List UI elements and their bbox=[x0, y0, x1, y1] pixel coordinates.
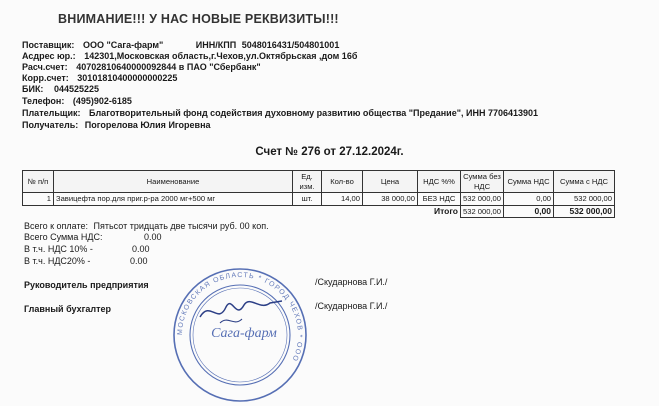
col-header-qty: Кол-во bbox=[322, 171, 363, 193]
payer-value: Благотворительный фонд содействия духовному развитию общества "Предание", ИНН 7706413901 bbox=[89, 108, 539, 118]
payer-label: Плательщик: bbox=[22, 108, 81, 118]
stamp-ring-text: МОСКОВСКАЯ ОБЛАСТЬ * ГОРОД ЧЕХОВ * ООО bbox=[176, 271, 304, 363]
address-value: 142301,Московская область,г.Чехов,ул.Октябрьская ,дом 16б bbox=[84, 51, 358, 61]
cell-price: 38 000,00 bbox=[363, 193, 418, 206]
phone-line bbox=[22, 96, 132, 107]
signature-scribble bbox=[200, 301, 282, 317]
address-label: Асдрес юр.: bbox=[22, 51, 76, 61]
total-vat-sum: 0,00 bbox=[504, 205, 554, 218]
cell-index: 1 bbox=[23, 193, 54, 206]
corr-account-line bbox=[22, 73, 177, 84]
cell-unit: шт. bbox=[293, 193, 322, 206]
col-header-unit: Ед. изм. bbox=[293, 171, 322, 193]
cell-vat-sum: 0,00 bbox=[504, 193, 554, 206]
corr-account-label: Корр.счет: bbox=[22, 73, 69, 83]
total-label: Итого bbox=[434, 205, 458, 216]
vat-total-line bbox=[24, 232, 162, 243]
vat20-line bbox=[24, 256, 148, 267]
recipient-line bbox=[22, 120, 211, 131]
requisites-change-notice: ВНИМАНИЕ!!! У НАС НОВЫЕ РЕКВИЗИТЫ!!! bbox=[58, 12, 339, 26]
items-table bbox=[22, 170, 615, 218]
table-header-row bbox=[23, 171, 615, 193]
to-pay-label: Всего к оплате: bbox=[24, 221, 89, 231]
accountant-label: Главный бухгалтер bbox=[24, 304, 112, 314]
table-row bbox=[23, 193, 615, 206]
corr-account-value: 30101810400000000225 bbox=[77, 73, 178, 83]
vat-total-label: Всего Сумма НДС: bbox=[24, 232, 103, 242]
col-header-vat-sum: Сумма НДС bbox=[504, 171, 554, 193]
col-header-sum-no-vat: Сумма без НДС bbox=[461, 171, 504, 193]
col-header-vat-rate: НДС %% bbox=[418, 171, 461, 193]
col-header-sum-with-vat: Сумма с НДС bbox=[554, 171, 615, 193]
supplier-label: Поставщик: bbox=[22, 40, 75, 50]
total-sum-with-vat: 532 000,00 bbox=[554, 205, 615, 218]
to-pay-line bbox=[24, 221, 269, 232]
inn-label: ИНН/КПП bbox=[195, 40, 237, 50]
to-pay-value: Пятьсот тридцать две тысячи руб. 00 коп. bbox=[93, 221, 269, 231]
cell-vat-rate: БЕЗ НДС bbox=[418, 193, 461, 206]
col-header-name: Наименование bbox=[54, 171, 293, 193]
company-stamp bbox=[170, 265, 310, 405]
inn-value: 5048016431/504801001 bbox=[241, 40, 340, 50]
director-name: /Скударнова Г.И./ bbox=[315, 277, 388, 287]
supplier-line bbox=[22, 40, 339, 51]
bik-label: БИК: bbox=[22, 84, 44, 94]
vat20-value: 0.00 bbox=[130, 256, 148, 266]
bik-line bbox=[22, 84, 99, 95]
cell-sum-no-vat: 532 000,00 bbox=[461, 193, 504, 206]
bik-value: 044525225 bbox=[53, 84, 100, 94]
cell-sum-with-vat: 532 000,00 bbox=[554, 193, 615, 206]
col-header-price: Цена bbox=[363, 171, 418, 193]
cell-product-name: Завицефта пор.для приг.р-ра 2000 мг+500 мг bbox=[54, 193, 293, 206]
vat10-value: 0.00 bbox=[132, 244, 150, 254]
stamp-center-text: Сага-фарм bbox=[211, 326, 277, 341]
col-header-index: № п/п bbox=[23, 171, 54, 193]
account-value: 40702810640000092844 в ПАО "Сбербанк" bbox=[76, 62, 261, 72]
recipient-label: Получатель: bbox=[22, 120, 79, 130]
total-sum-no-vat: 532 000,00 bbox=[461, 205, 504, 218]
accountant-name: /Скударнова Г.И./ bbox=[315, 301, 388, 311]
vat10-label: В т.ч. НДС 10% - bbox=[24, 244, 93, 254]
vat10-line bbox=[24, 244, 150, 255]
vat-total-value: 0.00 bbox=[144, 232, 162, 242]
cell-qty: 14,00 bbox=[322, 193, 363, 206]
table-total-row bbox=[23, 205, 615, 218]
director-label: Руководитель предприятия bbox=[24, 280, 149, 290]
phone-label: Телефон: bbox=[22, 96, 65, 106]
supplier-value: ООО "Сага-фарм" bbox=[82, 40, 164, 50]
account-line bbox=[22, 62, 261, 73]
address-line bbox=[22, 51, 357, 62]
recipient-value: Погорелова Юлия Игоревна bbox=[84, 120, 211, 130]
phone-value: (495)902-6185 bbox=[72, 96, 132, 106]
account-label: Расч.счет: bbox=[22, 62, 68, 72]
payer-line bbox=[22, 108, 538, 119]
invoice-title: Счет № 276 от 27.12.2024г. bbox=[255, 146, 404, 158]
vat20-label: В т.ч. НДС20% - bbox=[24, 256, 91, 266]
